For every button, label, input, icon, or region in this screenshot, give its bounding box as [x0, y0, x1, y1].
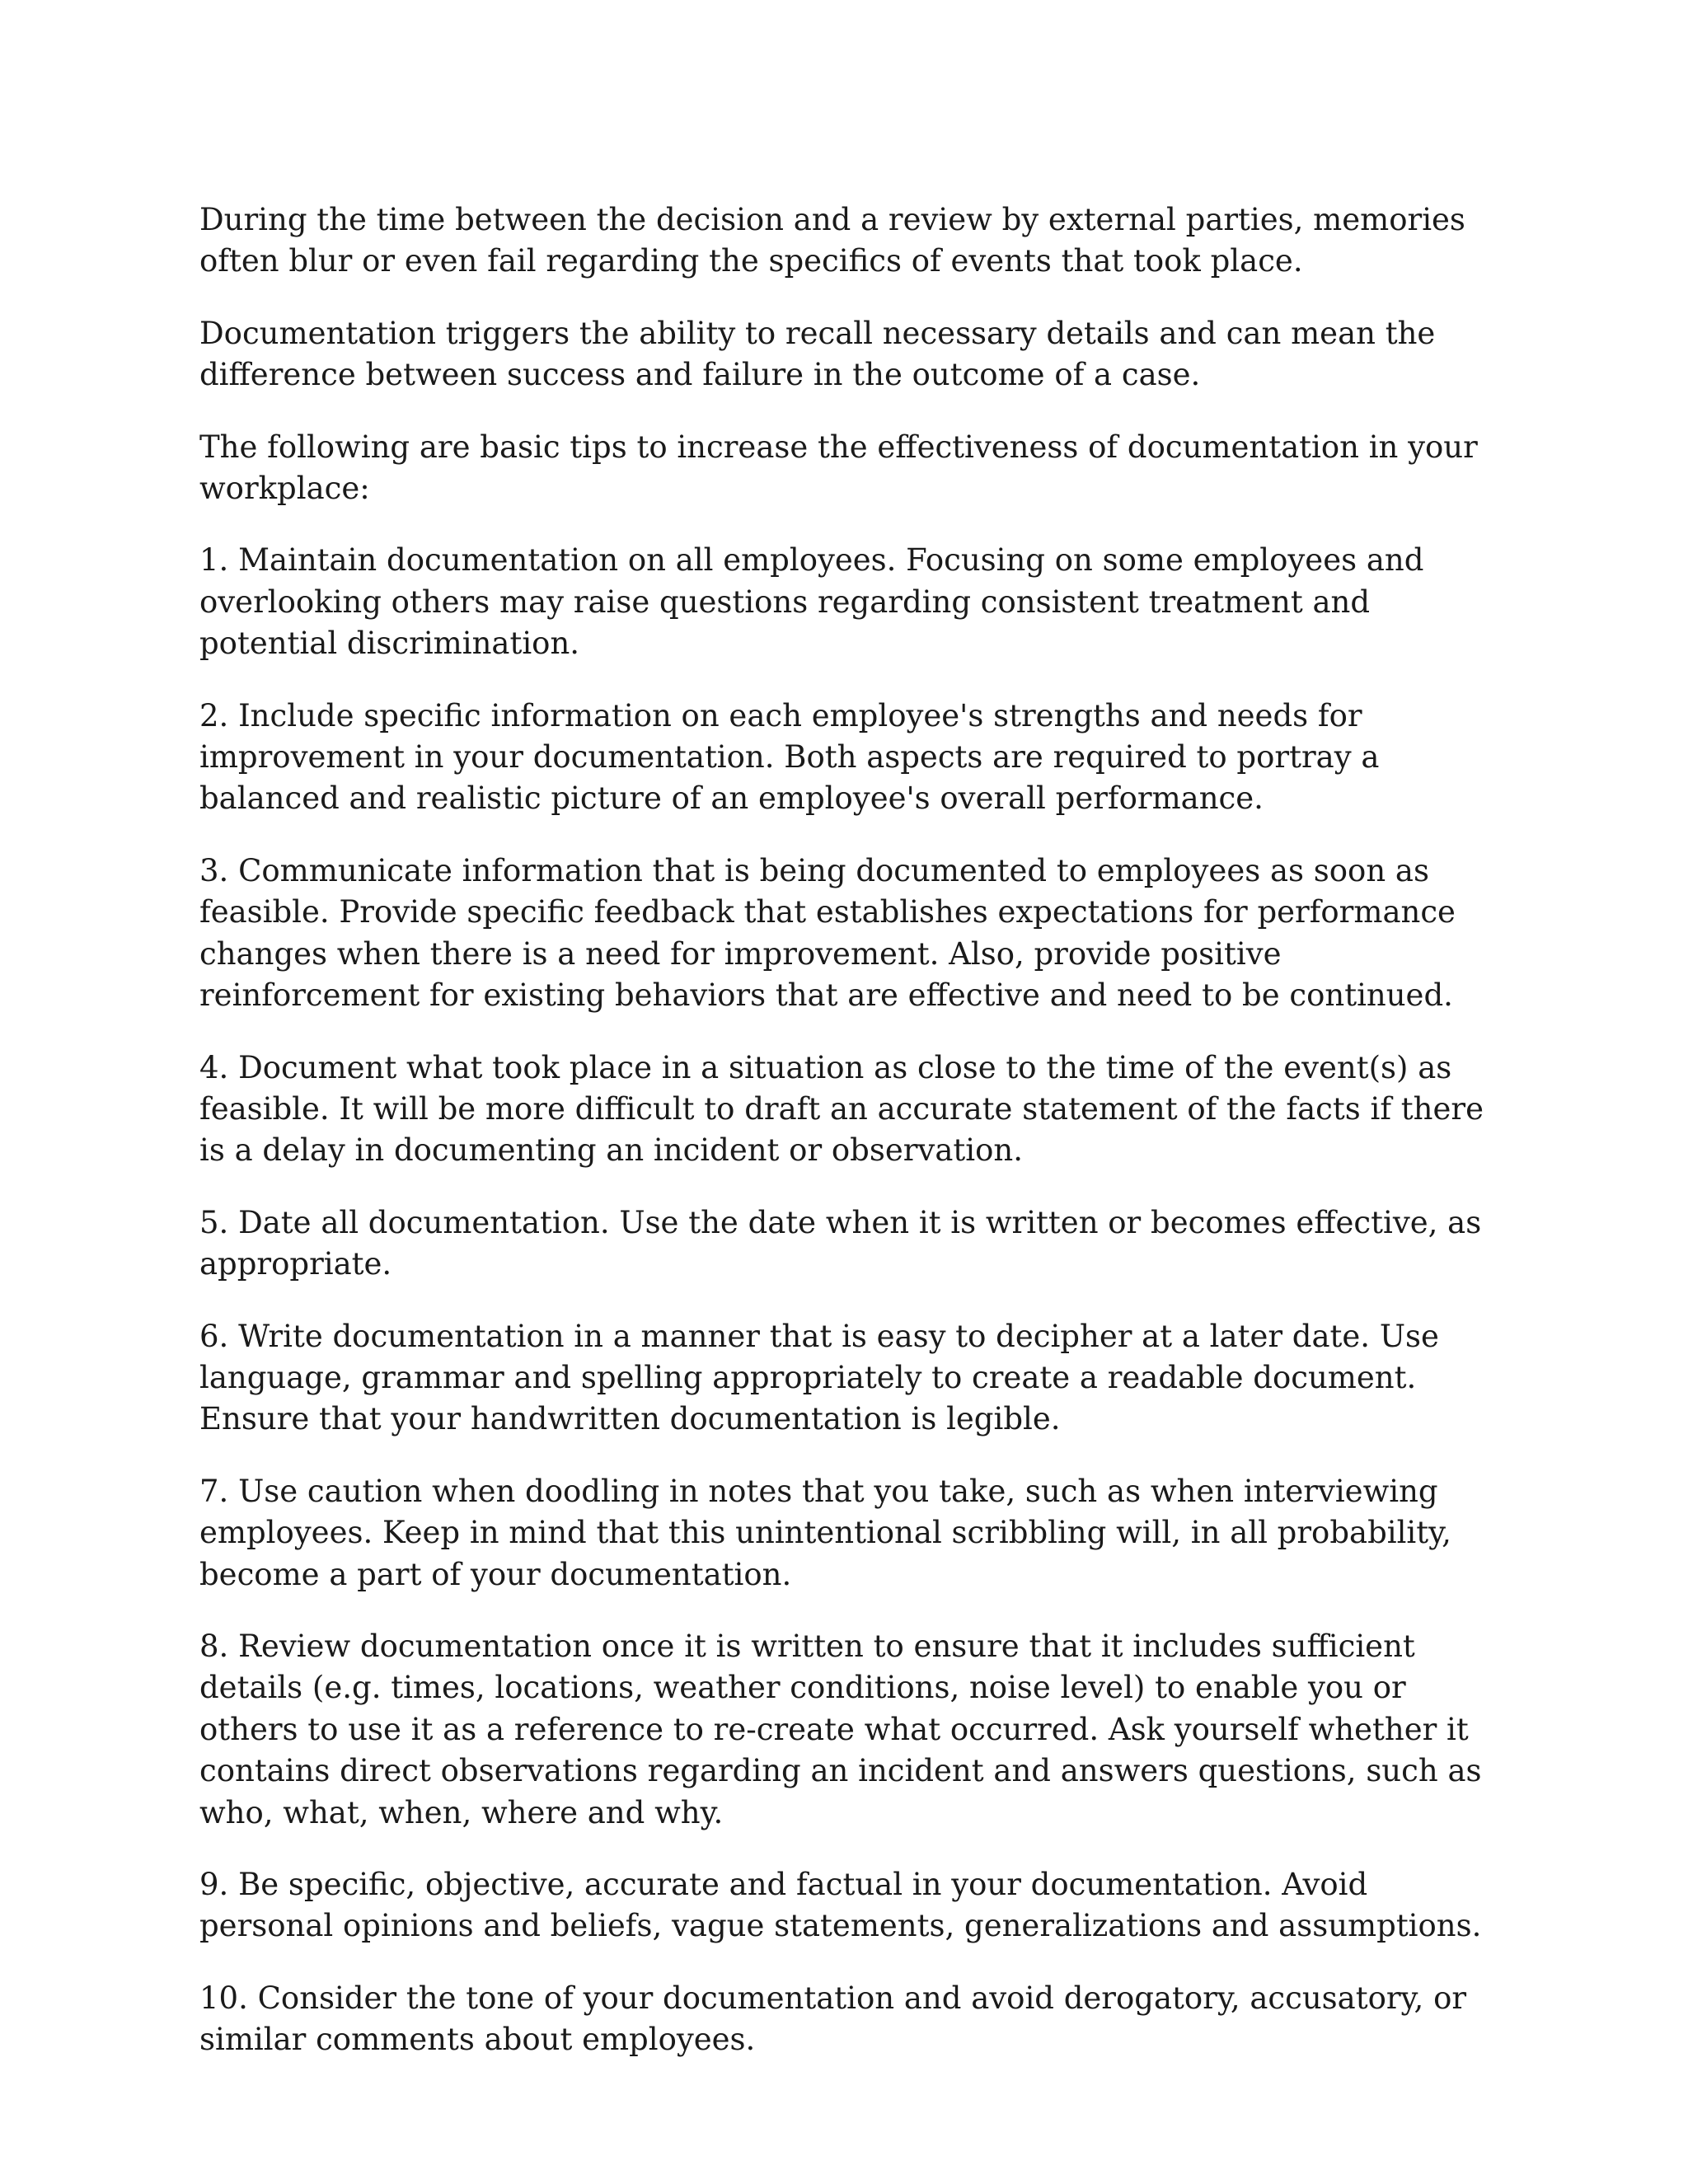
tips-intro-paragraph: The following are basic tips to increase the effectiveness of documentation in your workplace: [199, 429, 1478, 507]
document-body [199, 199, 1502, 2092]
tip-item-3: 3. Communicate information that is being documented to employees as soon as feasible. Provide specific feedback that establishes expectations for performance changes when there is a need for improvement. Also, provide positive reinforcement for existing behaviors that are effective and need to be continued. [199, 852, 1456, 1014]
tip-item-9: 9. Be specific, objective, accurate and factual in your documentation. Avoid personal opinions and beliefs, vague statements, generalizations and assumptions. [199, 1867, 1482, 1944]
tip-item-8: 8. Review documentation once it is written to ensure that it includes sufficient details (e.g. times, locations, weather conditions, noise level) to enable you or others to use it as a reference to re-create what occurred. Ask yourself whether it contains direct observations regarding an incident and answers questions, such as who, what, when, where and why. [199, 1628, 1482, 1830]
intro-paragraph-recall: Documentation triggers the ability to recall necessary details and can mean the difference between success and failure in the outcome of a case. [199, 315, 1436, 393]
tip-item-7: 7. Use caution when doodling in notes that you take, such as when interviewing employees. Keep in mind that this unintentional scribbling will, in all probability, become a part of your documentation. [199, 1473, 1451, 1592]
tip-item-2: 2. Include specific information on each employee's strengths and needs for improvement in your documentation. Both aspects are required to portray a balanced and realistic picture of an employee's overall performance. [199, 697, 1380, 817]
intro-paragraph-memory: During the time between the decision and a review by external parties, memories often blur or even fail regarding the specifics of events that took place. [199, 202, 1465, 279]
tip-item-1: 1. Maintain documentation on all employees. Focusing on some employees and overlooking others may raise questions regarding consistent treatment and potential discrimination. [199, 542, 1424, 662]
tip-item-10: 10. Consider the tone of your documentation and avoid derogatory, accusatory, or similar comments about employees. [199, 1980, 1467, 2058]
tip-item-4: 4. Document what took place in a situation as close to the time of the event(s) as feasible. It will be more difficult to draft an accurate statement of the facts if there is a delay in documenting an incident or observation. [199, 1049, 1484, 1169]
tip-item-5: 5. Date all documentation. Use the date when it is written or becomes effective, as appropriate. [199, 1204, 1482, 1282]
tip-item-6: 6. Write documentation in a manner that is easy to decipher at a later date. Use language, grammar and spelling appropriately to create a readable document. Ensure that your handwritten documentation is legible. [199, 1318, 1439, 1437]
